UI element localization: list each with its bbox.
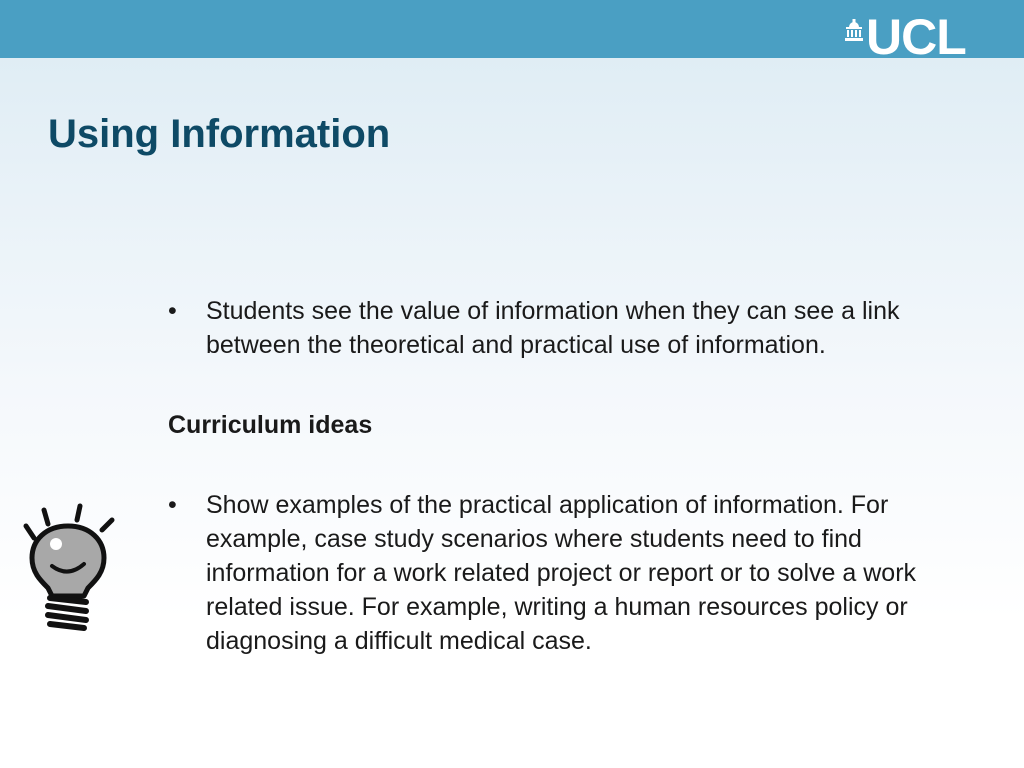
bullet-marker: • <box>168 297 177 325</box>
ucl-logo <box>845 9 995 65</box>
lightbulb-icon <box>18 500 122 640</box>
bullet-marker: • <box>168 491 177 519</box>
portico-icon <box>845 19 863 41</box>
slide-content <box>168 294 988 658</box>
bullet-item <box>168 294 988 362</box>
subheading: Curriculum ideas <box>168 411 373 439</box>
logo-text: UCL <box>866 9 966 65</box>
header-bar <box>0 0 1024 65</box>
bullet-item <box>168 488 988 658</box>
slide-title: Using Information <box>48 112 391 156</box>
bullet-text: Show examples of the practical application of information. For example, case study scenarios where students need to find information for a work related project or report or to solve a work related issue. For example, writing a human resources policy or diagnosing a difficult medical case. <box>206 491 917 655</box>
bullet-text: Students see the value of information when they can see a link between the theoretical and practical use of information. <box>206 297 900 359</box>
